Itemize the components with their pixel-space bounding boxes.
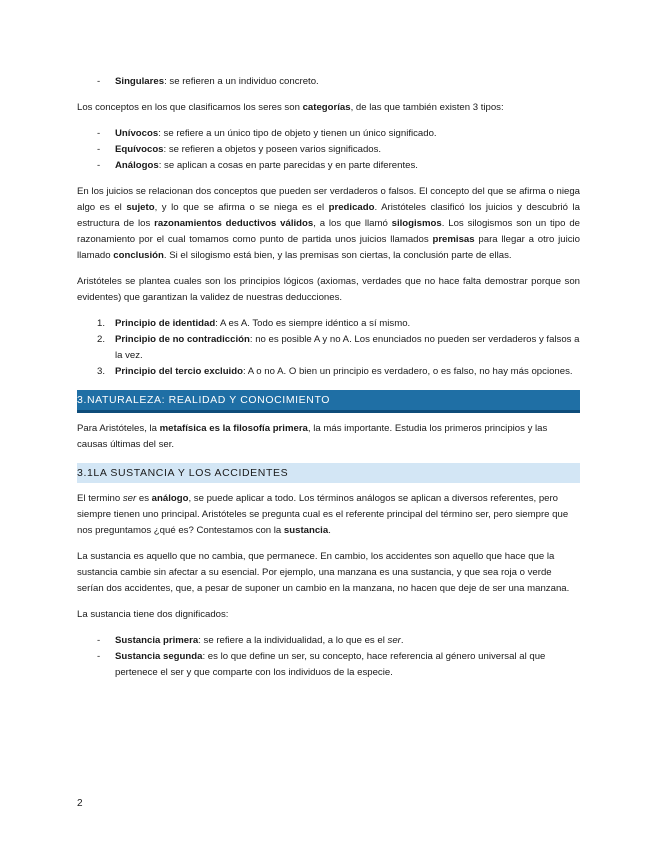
paragraph-ser: El termino ser es análogo, se puede aplicar a todo. Los términos análogos se aplican a diversos referentes, pero siempre tienen uno principal. Aristóteles se pregunta cual es el referente principal del término ser, pero siempre que nos preguntamos ¿qué es? Contestamos con la sustancia.: [77, 493, 569, 536]
list-item: - Equívocos: se refieren a objetos y poseen varios significados.: [77, 142, 580, 158]
page-number: 2: [77, 798, 83, 809]
paragraph-juicios: En los juicios se relacionan dos conceptos que pueden ser verdaderos o falsos. El concepto del que se afirma o niega algo es el sujeto, y lo que se afirma o se niega es el predicado. Aristóteles clasificó los juicios y descubrió la estructura de los razonamientos deductivos válidos, a los que llamó silogismos. Los silogismos son un tipo de razonamiento por el cual tomamos como punto de partida unos juicios llamados premisas para llegar a otro juicio llamado conclusión. Si el silogismo está bien, y las premisas son ciertas, la conclusión parte de ellas.: [77, 186, 580, 261]
list-principios: [77, 316, 580, 380]
list-item: - Singulares: se refieren a un individuo concreto.: [77, 74, 580, 90]
paragraph-sustancia: La sustancia es aquello que no cambia, que permanece. En cambio, los accidentes son aquello que hace que la sustancia cambie sin afectar a su esencial. Por ejemplo, una manzana es una sustancia, y que sea roja o verde serían dos accidentes, que, a pesar de suponer un cambio en la manzana, no hacen que deje de ser una manzana.: [77, 551, 570, 594]
list-item: 1. Principio de identidad: A es A. Todo es siempre idéntico a sí mismo.: [97, 318, 411, 329]
paragraph-metafisica: Para Aristóteles, la metafísica es la filosofía primera, la más importante. Estudia los primeros principios y las causas últimas del ser.: [77, 423, 548, 450]
section-heading-sustancia: 3.1LA SUSTANCIA Y LOS ACCIDENTES: [77, 463, 580, 483]
paragraph-significados: La sustancia tiene dos dignificados:: [77, 609, 229, 620]
list-tipos-categorias: [77, 126, 580, 174]
paragraph-axiomas: Aristóteles se plantea cuales son los principios lógicos (axiomas, verdades que no hace falta demostrar porque son evidentes) que garantizan la validez de nuestras deducciones.: [77, 276, 580, 303]
list-item: 3. Principio del tercio excluido: A o no A. O bien un principio es verdadero, o es falso, no hay más opciones.: [97, 366, 573, 377]
list-item: 2. Principio de no contradicción: no es posible A y no A. Los enunciados no pueden ser verdaderos y falsos a la vez.: [97, 334, 580, 361]
page-content: [77, 74, 580, 691]
list-singulares: [77, 74, 580, 90]
list-item: - Sustancia segunda: es lo que define un ser, su concepto, hace referencia al género universal al que pertenece el ser y que comparte con los individuos de la especie.: [77, 649, 580, 681]
list-item: - Unívocos: se refiere a un único tipo de objeto y tienen un único significado.: [77, 126, 580, 142]
paragraph-categorias: Los conceptos en los que clasificamos los seres son categorías, de las que también existen 3 tipos:: [77, 102, 504, 113]
list-item: - Análogos: se aplican a cosas en parte parecidas y en parte diferentes.: [77, 158, 580, 174]
section-heading-naturaleza: 3.NATURALEZA: REALIDAD Y CONOCIMIENTO: [77, 390, 580, 413]
list-sustancias: [77, 633, 580, 681]
list-item: - Sustancia primera: se refiere a la individualidad, a lo que es el ser.: [77, 633, 580, 649]
